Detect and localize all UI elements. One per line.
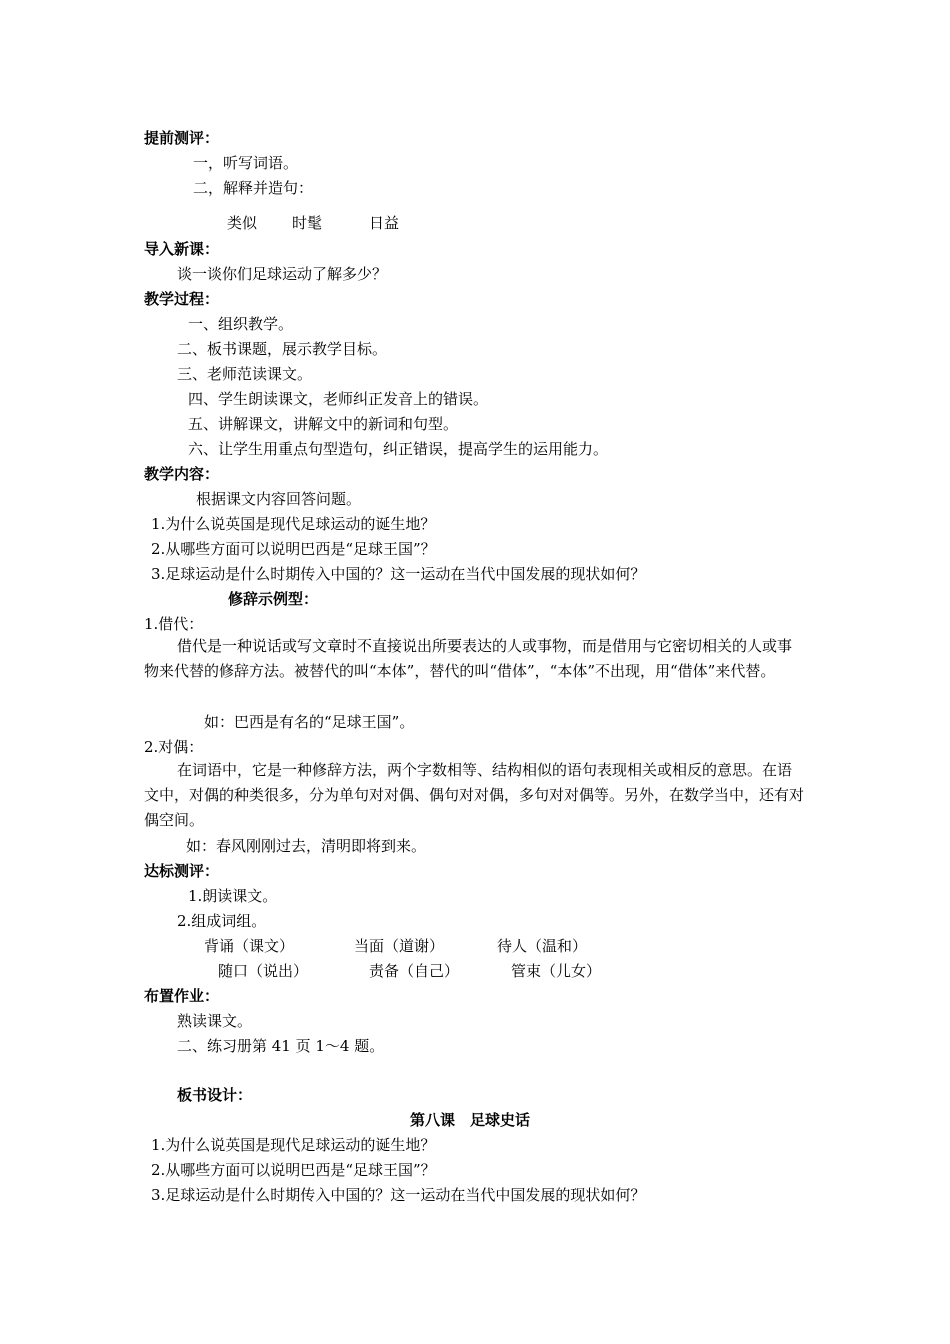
phrase-row-2-col-2: 责备（自己） — [369, 962, 460, 980]
rhetoric-item-1-text: 借代是一种说话或写文章时不直接说出所要表达的人或事物，而是借用与它密切相关的人或事物来代替的修辞方法。被替代的叫“本体”，替代的叫“借体”，“本体”不出现，用“借体”来代替。 — [144, 637, 793, 680]
homework-item-2: 二、练习册第 41 页 1～4 题。 — [177, 1037, 385, 1055]
intro-heading: 导入新课： — [144, 240, 220, 258]
content-instruction: 根据课文内容回答问题。 — [196, 490, 362, 508]
pre-test-word-3: 日益 — [369, 214, 400, 232]
board-question-2: 2.从哪些方面可以说明巴西是“足球王国”？ — [151, 1161, 436, 1179]
rhetoric-item-2-title: 2.对偶： — [144, 738, 204, 756]
process-step-5: 五、讲解课文，讲解文中的新词和句型。 — [188, 415, 459, 433]
content-question-2: 2.从哪些方面可以说明巴西是“足球王国”？ — [151, 540, 436, 558]
pre-test-heading: 提前测评： — [144, 129, 220, 147]
rhetoric-item-1-example: 如：巴西是有名的“足球王国”。 — [204, 713, 415, 731]
board-question-3: 3.足球运动是什么时期传入中国的？这一运动在当代中国发展的现状如何？ — [151, 1186, 646, 1204]
pre-test-word-1: 类似 — [227, 214, 258, 232]
phrase-row-1-col-3: 待人（温和） — [497, 937, 588, 955]
rhetoric-item-2-text: 在词语中，它是一种修辞方法，两个字数相等、结构相似的语句表现相关或相反的意思。在语文中，对偶的种类很多，分为单句对对偶、偶句对对偶，多句对对偶等。另外，在数学当中，还有对偶空间。 — [144, 761, 805, 829]
process-step-4: 四、学生朗读课文，老师纠正发音上的错误。 — [188, 390, 489, 408]
assessment-item-2: 2.组成词组。 — [177, 912, 267, 930]
pre-test-item-1: 一，听写词语。 — [193, 154, 299, 172]
pre-test-item-2: 二，解释并造句： — [193, 179, 314, 197]
process-heading: 教学过程： — [144, 290, 220, 308]
rhetoric-item-1-title: 1.借代： — [144, 615, 204, 633]
phrase-row-2-col-1: 随口（说出） — [218, 962, 309, 980]
rhetoric-heading: 修辞示例型： — [228, 590, 319, 608]
process-step-6: 六、让学生用重点句型造句，纠正错误，提高学生的运用能力。 — [188, 440, 609, 458]
board-heading: 板书设计： — [177, 1086, 253, 1104]
assessment-heading: 达标测评： — [144, 862, 220, 880]
process-step-2: 二、板书课题，展示教学目标。 — [177, 340, 388, 358]
content-question-3: 3.足球运动是什么时期传入中国的？这一运动在当代中国发展的现状如何？ — [151, 565, 646, 583]
homework-heading: 布置作业： — [144, 987, 220, 1005]
intro-text: 谈一谈你们足球运动了解多少？ — [177, 265, 388, 283]
assessment-item-1: 1.朗读课文。 — [188, 887, 278, 905]
board-question-1: 1.为什么说英国是现代足球运动的诞生地？ — [151, 1136, 436, 1154]
rhetoric-item-2-example: 如：春风刚刚过去，清明即将到来。 — [186, 837, 427, 855]
process-step-3: 三、老师范读课文。 — [177, 365, 313, 383]
board-title: 第八课 足球史话 — [410, 1111, 531, 1129]
phrase-row-2-col-3: 管束（儿女） — [511, 962, 602, 980]
homework-item-1: 熟读课文。 — [177, 1012, 253, 1030]
content-question-1: 1.为什么说英国是现代足球运动的诞生地？ — [151, 515, 436, 533]
phrase-row-1-col-2: 当面（道谢） — [354, 937, 445, 955]
process-step-1: 一、组织教学。 — [188, 315, 294, 333]
phrase-row-1-col-1: 背诵（课文） — [204, 937, 295, 955]
pre-test-word-2: 时髦 — [292, 214, 323, 232]
content-heading: 教学内容： — [144, 465, 220, 483]
